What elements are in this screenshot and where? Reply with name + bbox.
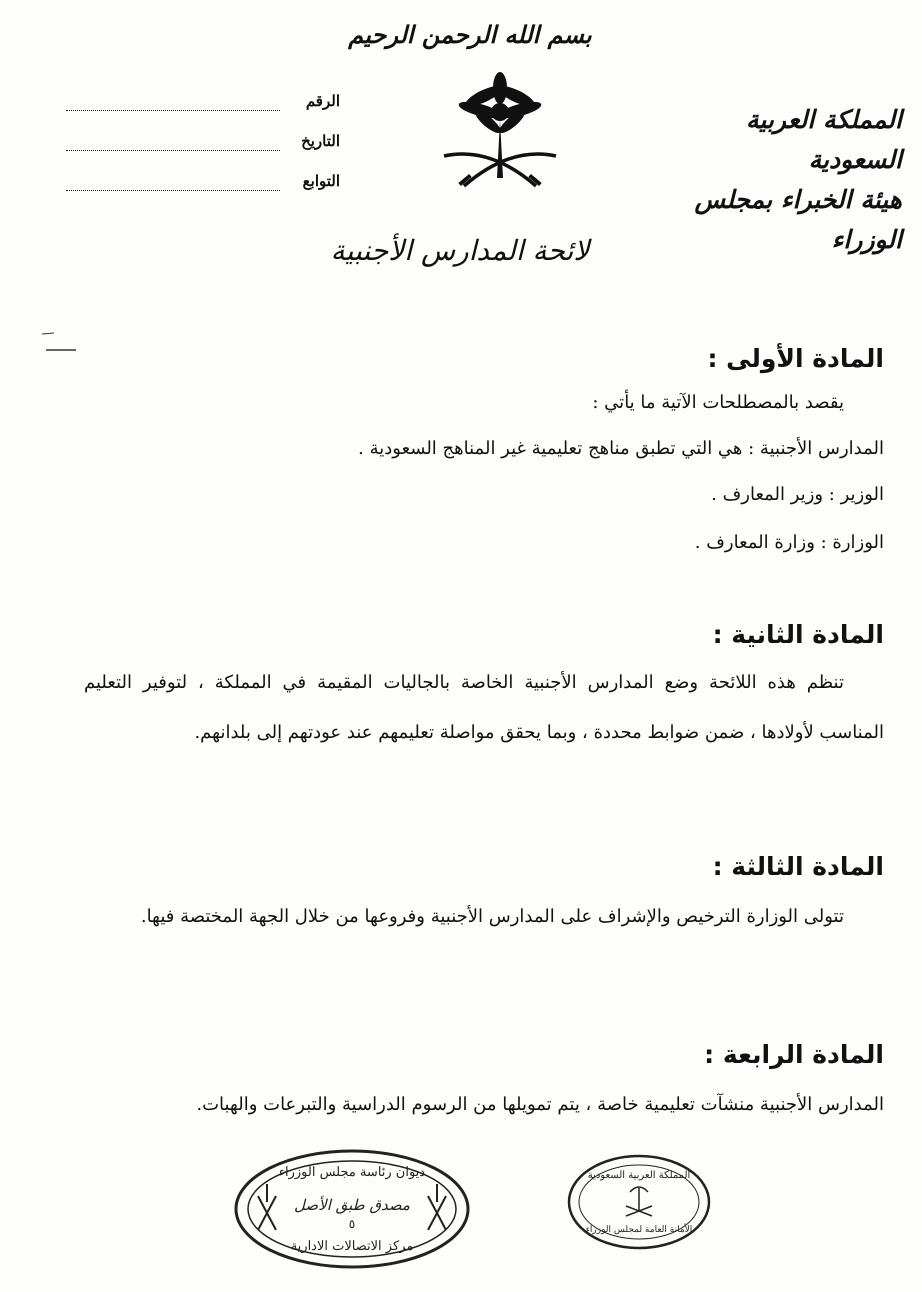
reference-attachments-line [66,190,280,191]
organization-header [652,100,902,260]
reference-number-row [60,88,350,128]
article-4-heading: المادة الرابعة : [704,1040,884,1069]
article-1-line-3: الوزير : وزير المعارف . [711,484,884,505]
reference-fields [60,88,350,208]
certified-copy-stamp [232,1146,472,1272]
article-1-line-2: المدارس الأجنبية : هي التي تطبق مناهج تعليمية غير المناهج السعودية . [358,438,884,459]
article-2-heading: المادة الثانية : [712,620,884,649]
reference-number-line [66,110,280,111]
document-title: لائحة المدارس الأجنبية [330,234,590,267]
organization-line-2: هيئة الخبراء بمجلس الوزراء [694,185,902,254]
reference-attachments-row [60,168,350,208]
left-stamp-number: ٥ [348,1217,356,1231]
right-stamp-top-text: المملكة العربية السعودية [587,1170,691,1181]
article-2-text: تنظم هذه اللائحة وضع المدارس الأجنبية الخاصة بالجاليات المقيمة في المملكة ، لتوفير التعليم المناسب لأولادها ، ضمن ضوابط محددة ، وبما يحقق مواصلة تعليمهم عند عودتهم إلى بلدانهم. [84,672,884,743]
margin-mark [40,330,80,354]
right-stamp-bottom-text: الأمانة العامة لمجلس الوزراء [585,1225,693,1235]
reference-date-line [66,150,280,151]
article-3-heading: المادة الثالثة : [712,852,884,881]
left-stamp-bottom-text: مركز الاتصالات الادارية [290,1239,414,1254]
reference-date-row [60,128,350,168]
article-3-text: تتولى الوزارة الترخيص والإشراف على المدارس الأجنبية وفروعها من خلال الجهة المختصة فيها. [140,906,844,927]
reference-attachments-label: التوابع [302,172,340,190]
article-4-text: المدارس الأجنبية منشآت تعليمية خاصة ، يتم تمويلها من الرسوم الدراسية والتبرعات والهبات. [196,1094,884,1115]
basmala: بسم الله الرحمن الرحيم [348,20,592,49]
reference-date-label: التاريخ [301,132,340,150]
left-stamp-middle-text: مصدق طبق الأصل [294,1196,410,1214]
general-secretariat-stamp [566,1152,712,1252]
article-1-line-4: الوزارة : وزارة المعارف . [694,532,884,553]
reference-number-label: الرقم [305,92,340,110]
palm-swords-emblem-icon [440,68,560,198]
stamp-palm-icon [626,1187,652,1216]
article-1-line-1: يقصد بالمصطلحات الآتية ما يأتي : [592,392,844,413]
organization-line-1: المملكة العربية السعودية [746,105,902,174]
left-stamp-top-text: ديوان رئاسة مجلس الوزراء [278,1165,426,1180]
article-1-heading: المادة الأولى : [707,344,884,373]
